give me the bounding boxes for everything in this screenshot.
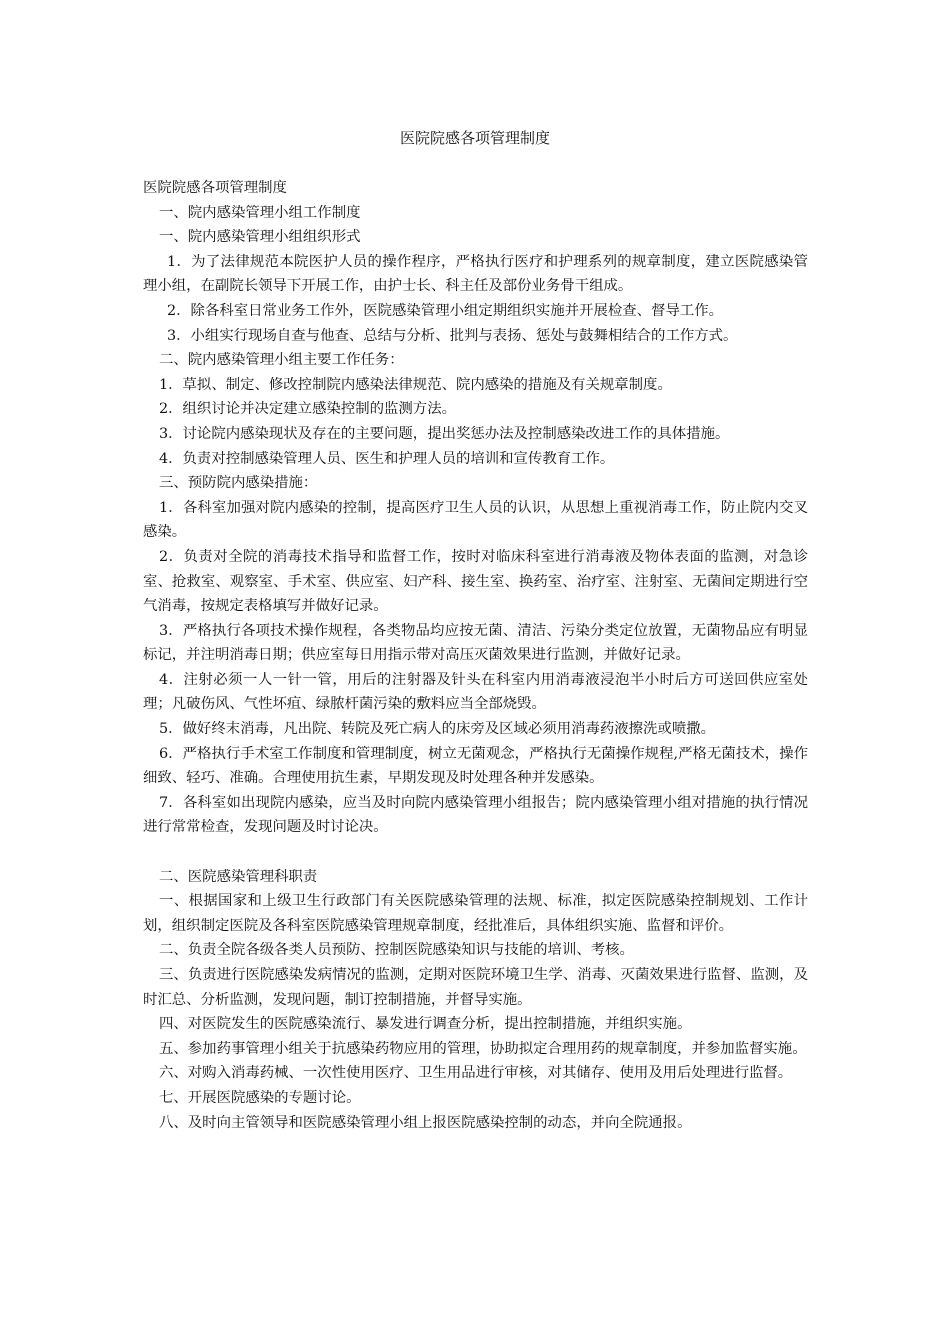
list-item: 三、负责进行医院感染发病情况的监测，定期对医院环境卫生学、消毒、灭菌效果进行监督、监测，及时汇总、分析监测，发现问题，制订控制措施，并督导实施。 [143, 967, 808, 1008]
list-item: 2．组织讨论并决定建立感染控制的监测方法。 [159, 401, 456, 418]
list-item: 4．注射必须一人一针一管，用后的注射器及针头在科室内用消毒液浸泡半小时后方可送回供应室处理；凡破伤风、气性坏疽、绿脓杆菌污染的敷料应当全部烧毁。 [143, 671, 808, 713]
list-item: 六、对购入消毒药械、一次性使用医疗、卫生用品进行审核，对其储存、使用及用后处理进行监督。 [159, 1065, 793, 1082]
document-heading: 医院院感各项管理制度 [143, 180, 287, 196]
subsection-heading: 三、预防院内感染措施： [159, 475, 318, 492]
list-item: 七、开展医院感染的专题讨论。 [159, 1089, 361, 1106]
list-item: 3．小组实行现场自查与他查、总结与分析、批判与表扬、惩处与鼓舞相结合的工作方式。 [167, 327, 738, 344]
list-item: 5．做好终末消毒，凡出院、转院及死亡病人的床旁及区域必须用消毒药液擦洗或喷撒。 [159, 721, 716, 738]
list-item: 7．各科室如出现院内感染，应当及时向院内感染管理小组报告；院内感染管理小组对措施的执行情况进行常常检查，发现问题及时讨论决。 [143, 794, 808, 836]
list-item: 一、根据国家和上级卫生行政部门有关医院感染管理的法规、标准，拟定医院感染控制规划、工作计划，组织制定医院及各科室医院感染管理规章制度，经批准后，具体组织实施、监督和评价。 [143, 893, 808, 934]
list-item: 4．负责对控制感染管理人员、医生和护理人员的培训和宣传教育工作。 [159, 450, 615, 467]
list-item: 五、参加药事管理小组关于抗感染药物应用的管理，协助拟定合理用药的规章制度，并参加监督实施。 [159, 1040, 807, 1057]
section-heading: 二、医院感染管理科职责 [159, 868, 318, 885]
subsection-heading: 二、院内感染管理小组主要工作任务： [159, 352, 404, 369]
list-item: 1．各科室加强对院内感染的控制，提高医疗卫生人员的认识，从思想上重视消毒工作，防止院内交叉感染。 [143, 499, 808, 541]
list-item: 八、及时向主管领导和医院感染管理小组上报医院感染控制的动态，并向全院通报。 [159, 1114, 692, 1131]
list-item: 3．讨论院内感染现状及存在的主要问题，提出奖惩办法及控制感染改进工作的具体措施。 [159, 425, 730, 442]
list-item: 1．为了法律规范本院医护人员的操作程序，严格执行医疗和护理系列的规章制度，建立医院感染管理小组，在副院长领导下开展工作，由护士长、科主任及部份业务骨干组成。 [143, 253, 808, 295]
document-title: 医院院感各项管理制度 [399, 129, 550, 147]
list-item: 四、对医院发生的医院感染流行、暴发进行调查分析，提出控制措施，并组织实施。 [159, 1016, 692, 1033]
list-item: 二、负责全院各级各类人员预防、控制医院感染知识与技能的培训、考核。 [159, 942, 634, 959]
list-item: 6．严格执行手术室工作制度和管理制度，树立无菌观念，严格执行无菌操作规程,严格无菌技术，操作细致、轻巧、准确。合理使用抗生素，早期发现及时处理各种并发感染。 [143, 745, 808, 787]
list-item: 2．除各科室日常业务工作外，医院感染管理小组定期组织实施并开展检查、督导工作。 [167, 302, 724, 319]
subsection-heading: 一、院内感染管理小组组织形式 [159, 229, 361, 246]
section-heading: 一、院内感染管理小组工作制度 [159, 204, 361, 221]
document-body [143, 176, 808, 1135]
list-item: 1．草拟、制定、修改控制院内感染法律规范、院内感染的措施及有关规章制度。 [159, 376, 672, 393]
list-item: 3．严格执行各项技术操作规程，各类物品均应按无菌、清洁、污染分类定位放置，无菌物品应有明显标记，并注明消毒日期；供应室每日用指示带对高压灭菌效果进行监测，并做好记录。 [143, 622, 808, 664]
list-item: 2．负责对全院的消毒技术指导和监督工作，按时对临床科室进行消毒液及物体表面的监测，对急诊室、抢救室、观察室、手术室、供应室、妇产科、接生室、换药室、治疗室、注射室、无菌间定期进行空气消毒，按规定表格填写并做好记录。 [143, 548, 808, 615]
